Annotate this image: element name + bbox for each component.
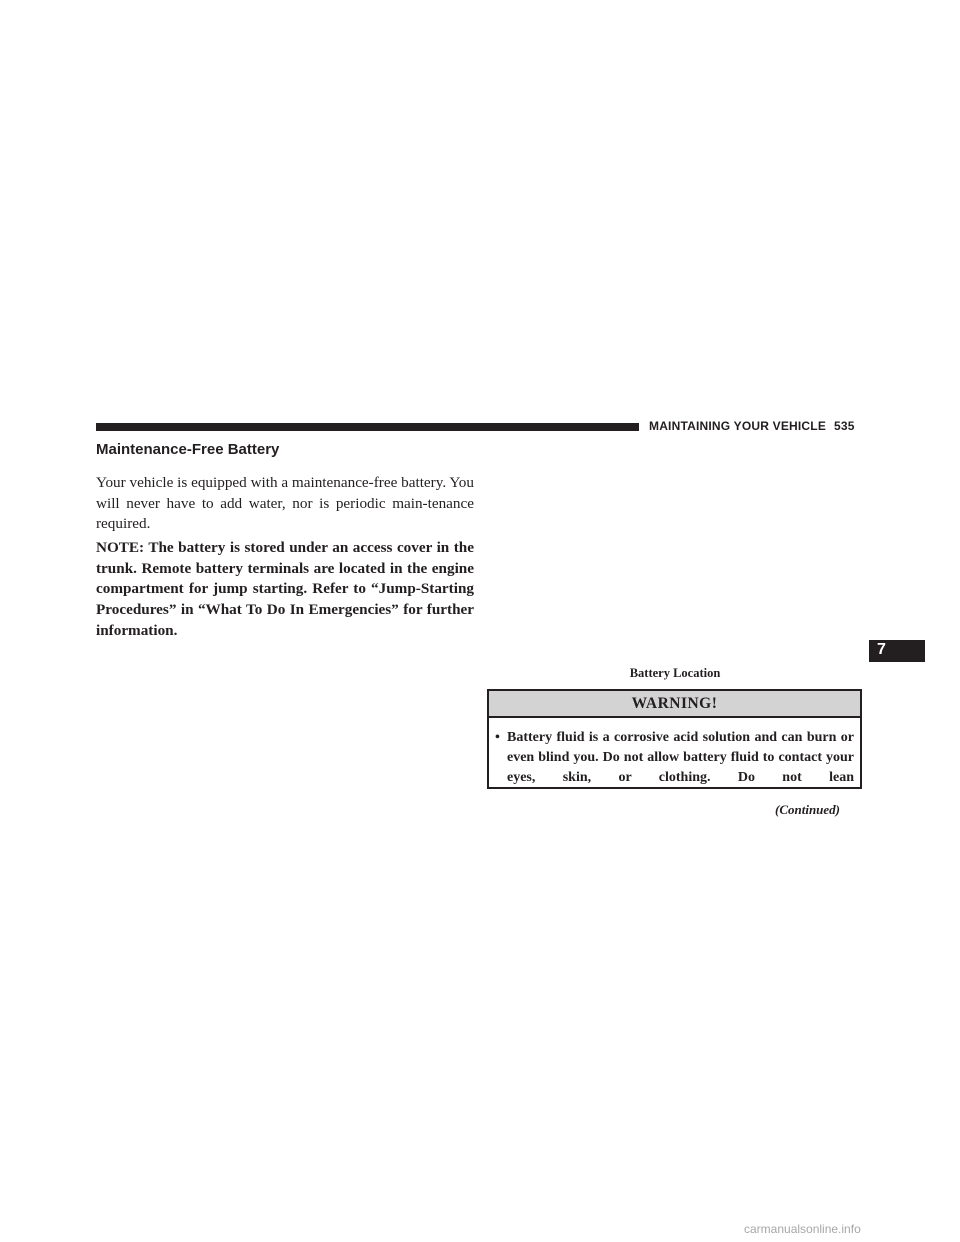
warning-item: [495, 728, 854, 788]
bullet-icon: •: [495, 730, 500, 745]
section-name: MAINTAINING YOUR VEHICLE: [649, 419, 827, 433]
continued-label: (Continued): [775, 802, 841, 817]
chapter-number: 7: [877, 641, 886, 658]
chapter-tab: [869, 640, 925, 662]
warning-list: [489, 718, 860, 788]
header-rule: [96, 423, 639, 431]
warning-text: Battery fluid is a corrosive acid solution and can burn or even blind you. Do not allow battery fluid to contact your eyes, skin, or clothing. Do not lean: [507, 730, 854, 785]
warning-title: WARNING!: [489, 691, 860, 718]
page-number: 535: [834, 419, 855, 433]
section-title: Maintenance-Free Battery: [96, 441, 280, 458]
warning-box: [487, 689, 862, 789]
note-paragraph: NOTE: The battery is stored under an access cover in the trunk. Remote battery terminals are located in the engine compartment for jump starting. Refer to “Jump-Starting Procedures” in “What To Do In Emergencies” for further information.: [96, 539, 474, 639]
figure-caption: Battery Location: [629, 666, 721, 680]
running-header: [649, 419, 855, 433]
watermark: carmanualsonline.info: [744, 1222, 861, 1236]
body-paragraph: Your vehicle is equipped with a maintenance-free battery. You will never have to add water, nor is periodic main-tenance required.: [96, 474, 474, 533]
